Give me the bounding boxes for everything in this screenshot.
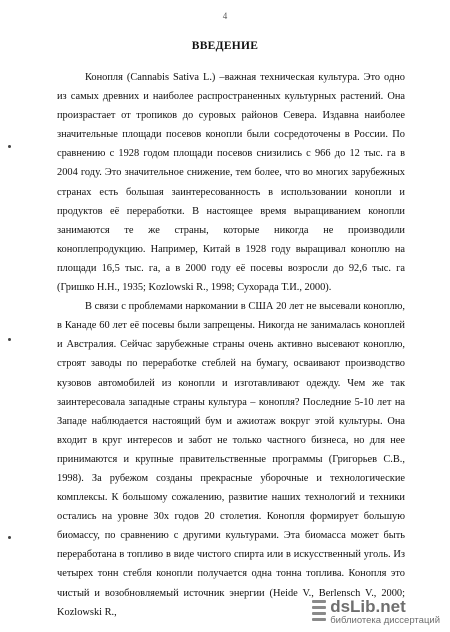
document-body [57,68,405,622]
margin-mark [8,536,11,539]
stack-logo-icon [312,598,326,626]
paragraph-2: В связи с проблемами наркомании в США 20 лет не высевали коноплю, в Канаде 60 лет её посевы были запрещены. Никогда не занималась коноплей и Австралия. Сейчас зарубежные страны очень активно высевают коноплю, строят заводы по переработке стеблей на бумагу, осваивают производство кузовов автомобилей из конопли и изготавливают одежду. Чем же так заинтересовала западные страны культура – конопля? Последние 5-10 лет на Западе наблюдается настоящий бум и ажиотаж вокруг этой культуры. Она входит в круг интересов и забот не только частного бизнеса, но для нее принимаются и крупные правительственные программы (Григорьев С.В., 1998). За рубежом созданы прекрасные уборочные и технологические комплексы. К большому сожалению, развитие наших технологий и техники остались на уровне 30х годов 20 столетия. Конопля формирует большую биомассу, по сравнению с другими культурами. Эта биомасса может быть переработана в топливо в виде чистого спирта или в искусственный уголь. Из четырех тонн стебля конопли получается одна тонна топлива. Конопля это чистый и возобновляемый источник энергии (Heide V., Berlensch V., 2000; Kozlowski R., [57,301,405,618]
page-title: ВВЕДЕНИЕ [191,40,259,52]
margin-mark [8,338,11,341]
watermark-subtitle: библиотека диссертаций [330,615,440,626]
paragraph-1: Конопля (Cannabis Sativa L.) –важная техническая культура. Это одно из самых древних и наиболее распространенных культурных растений. Она произрастает от тропиков до суровых районов Севера. Издавна наиболее значительные площади посевов конопли были сосредоточены в России. По сравнению с 1928 годом площади посевов снизились с 966 до 12 тыс. га в 2004 году. Это значительное снижение, тем более, что во многих зарубежных странах есть большая заинтересованность в использовании конопли и продуктов её переработки. В настоящее время выращиванием конопли занимаются те же страны, которые никогда не производили коноплепродукцию. Например, Китай в 1928 году выращивал коноплю на площади 16,5 тыс. га, а в 2000 году её посевы возросли до 92,6 тыс. га (Гришко Н.Н., 1935; Kozlowski R., 1998; Сухорада Т.И., 2000). [57,72,405,294]
margin-mark [8,145,11,148]
watermark-brand: dsLib.net [330,597,406,616]
watermark[interactable] [312,598,440,626]
page-number: 4 [222,11,228,21]
